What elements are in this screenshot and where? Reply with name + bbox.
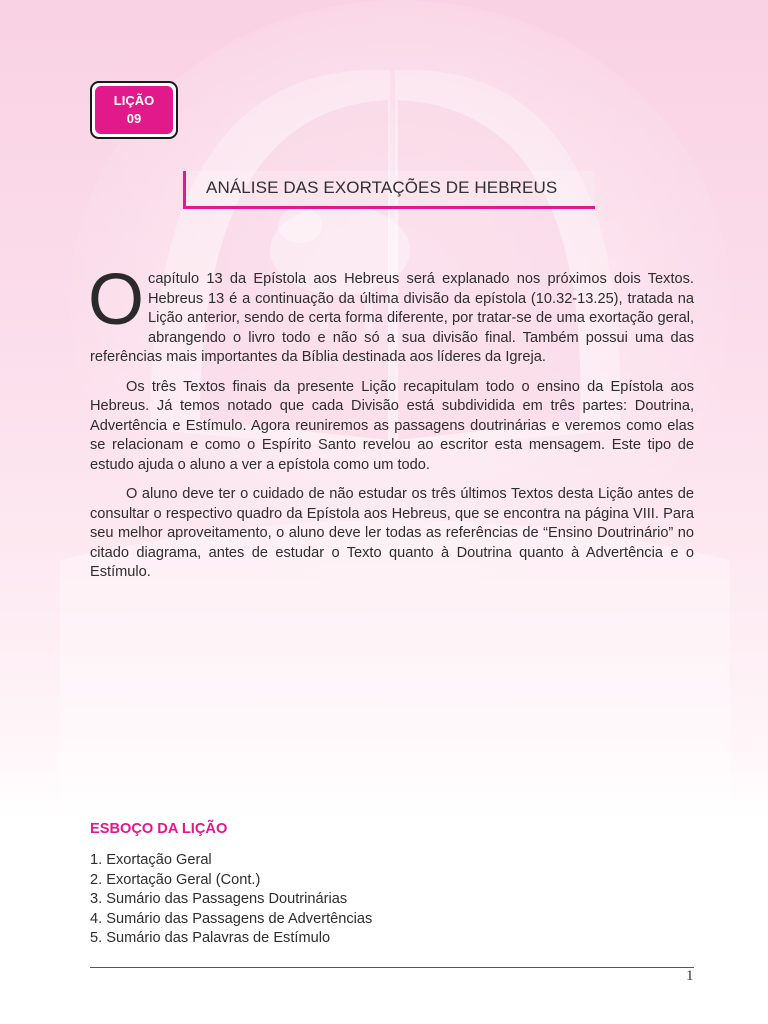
outline-item: 3. Sumário das Passagens Doutrinárias (90, 891, 348, 907)
outline-item: 5. Sumário das Palavras de Estímulo (90, 930, 331, 946)
footer-divider (90, 967, 694, 968)
lesson-badge-inner (95, 86, 173, 134)
lesson-title-box (183, 171, 595, 209)
drop-cap: O (88, 260, 145, 340)
lesson-badge-label: LIÇÃO (113, 93, 155, 108)
intro-text: capítulo 13 da Epístola aos Hebreus será explanado nos próximos dois Textos. Hebreus 13 é a continuação da última divisão da epístola (10.32-13.25), tratada na Lição anterior, sendo de certa forma diferente, por tratar-se de uma exortação geral, abrangendo o livro todo e não só a sua divisão final. Também possui uma das referências mais importantes da Bíblia destinada aos líderes da Igreja. (90, 271, 694, 365)
lesson-badge-number: 09 (126, 111, 142, 126)
page-number: 1 (686, 968, 694, 984)
body-paragraph: O aluno deve ter o cuidado de não estudar os três últimos Textos desta Lição antes de consultar o respectivo quadro da Epístola aos Hebreus, que se encontra na página VIII. Para seu melhor aproveitamento, o aluno deve ler todas as referências de “Ensino Doutrinário” no citado diagrama, antes de estudar o Texto quanto à Doutrina quanto à Advertência e o Estímulo. (90, 486, 694, 580)
lesson-body (88, 260, 694, 593)
outline-item: 1. Exortação Geral (90, 852, 212, 868)
lesson-title: ANÁLISE DAS EXORTAÇÕES DE HEBREUS (206, 178, 558, 197)
intro-paragraph (88, 260, 694, 368)
outline-item: 2. Exortação Geral (Cont.) (90, 871, 261, 888)
outline-list (90, 851, 372, 949)
body-paragraph: Os três Textos finais da presente Lição recapitulam todo o ensino da Epístola aos Hebreus. Já temos notado que cada Divisão está subdividida em três partes: Doutrina, Advertência e Estímulo. Agora reuniremos as passagens doutrinárias e veremos como elas se relacionam e como o Espírito Santo revelou ao escritor esta mensagem. Este tipo de estudo ajuda o aluno a ver a epístola como um todo. (90, 378, 694, 473)
outline-title: ESBOÇO DA LIÇÃO (90, 821, 228, 837)
outline-item: 4. Sumário das Passagens de Advertências (90, 910, 373, 927)
lesson-badge (90, 81, 178, 139)
